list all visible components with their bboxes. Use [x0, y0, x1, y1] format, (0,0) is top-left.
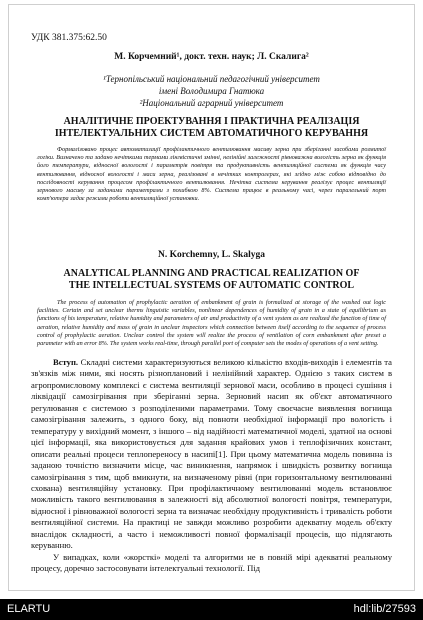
- udk-code: УДК 381.375:62.50: [31, 33, 107, 43]
- title-ukrainian-line1: АНАЛІТИЧНЕ ПРОЕКТУВАННЯ І ПРАКТИЧНА РЕАЛІЗАЦІЯ: [63, 116, 360, 127]
- abstract-english: The process of automation of prophylactic aeration of embankment of grain is formalized at storage of the washed out logic facilities. Certain and set unclear therms linguistic variables, nonlinear dependences of humidity of grain in a state of equilibrium as functions of his temperature, relative humidity and parameters of air and productivity of a vent system as are realized the function of time of aeration, relative humidity and mass of grain in unclear inspectors which connection between itself according to the sequence of process control of prophylactic aeration. Unclear control the system will realize the process of ventilation of corn embankment after preset a parameter with an error 8%. The system works real-time, through parallel port of computer sets the modes of operations of a vent setting.: [37, 299, 386, 348]
- title-english-line2: THE INTELLECTUAL SYSTEMS OF AUTOMATIC CONTROL: [68, 280, 355, 291]
- affiliation-1-line1: ¹Тернопільський національний педагогічний університет: [103, 74, 320, 84]
- paper-page: [8, 4, 415, 591]
- title-ukrainian-line2: ІНТЕЛЕКТУАЛЬНИХ СИСТЕМ АВТОМАТИЧНОГО КЕРУВАННЯ: [54, 128, 369, 139]
- footer-repository-name: ELARTU: [7, 603, 51, 615]
- intro-paragraph-2: У випадках, коли «жорсткі» моделі та алгоритми не в повній мірі адекватні реальному процесу, доречно застосовувати інтелектуальні технології. Під: [31, 551, 392, 574]
- footer-handle: hdl:lib/27593: [353, 603, 416, 615]
- authors-english: N. Korchemny, L. Skalyga: [158, 250, 265, 260]
- abstract-ukrainian: Формалізовано процес автоматизації профілактичного вентилювання масиву зерна при зберіганні засобами розмитої логіки. Визначено та задано нечіткими термами лінгвістичні змінні, нелінійні залежності рівноважна вологість зерна як функція його температури, відносної вологості і параметрів повітря та продуктивність вентиляційної системи як функція часу вентилювання, відносної вологості і маси зерна, реалізовані в нечітких контролерах, які згідно між собою відповідно до послідовності керування процесом профілактичного вентилювання. Нечітка система керування реалізує процес вентиляції зернового масиву за заданими параметрами з похибкою 8%. Система працює в реальному часі, через паралельний порт комп'ютера задає режими роботи вентиляційної установки.: [37, 146, 386, 203]
- intro-paragraph-1: [31, 357, 392, 552]
- footer-bar: [0, 599, 423, 620]
- affiliation-1-line2: імені Володимира Гнатюка: [158, 86, 265, 96]
- intro-label: Вступ.: [53, 357, 79, 367]
- intro-paragraph-1-text: Складні системи характеризуються великою кількістю входів-виходів і елементів та зв'язків між ними, які носять різноплановий і нелінійний характер. Однією з таких систем в агропромисловому комплексі є система вентиляції зернової маси, особливо в процесі сушіння і ліквідації самозігрівання при зберіганні зерна. Зерновий насип як об'єкт автоматичного регулювання є системою з розподіленими параметрами. Тому своєчасне виявлення вогнища самозігрівання залежить, з одного боку, від повноти необхідної інформації про вологість і температуру у вихідний момент, з іншого – від надійності математичної моделі, здатної на основі цієї інформації, яка використовується для задання крайових умов і теплофізичних констант, описати реальні процеси теплопереносу в насипі[1]. При цьому математична модель повинна із заданою точністю визначити місце, час виникнення, напрямок і швидкість розвитку вогнища самозігрівання з тим, щоб вмикнути, на визначеному рівні (при горизонтальному вентилюванні схована) вентиляційну установку. При профілактичному вентилюванні модель встановлює можливість такого вентилювання в залежності від абсолютної вологості повітря, температури, відносної і рівноважної вологості зерна та визначає необхідну продуктивність і тривалість роботи вентиляційної системи. На практиці не завжди можливо розробити адекватну модель об'єкту внаслідок складності, а часто і неможливості повної формалізації процесів, що підлягають керуванню.: [31, 357, 392, 551]
- authors-ukrainian: М. Корчемний¹, докт. техн. наук; Л. Скалига²: [114, 52, 309, 62]
- affiliation-2: ²Національний аграрний університет: [139, 98, 284, 108]
- title-english-line1: ANALYTICAL PLANNING AND PRACTICAL REALIZATION OF: [63, 268, 360, 279]
- body-text: [31, 357, 392, 575]
